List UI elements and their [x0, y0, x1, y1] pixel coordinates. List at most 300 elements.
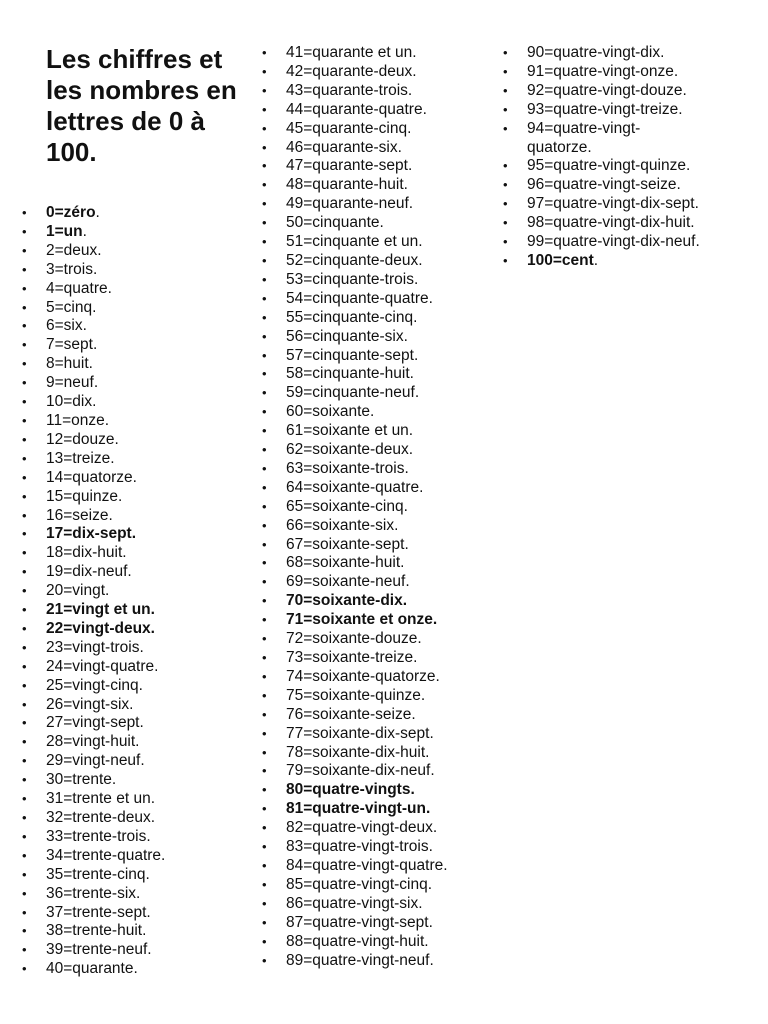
- list-item: [22, 752, 165, 771]
- list-item: [262, 441, 448, 460]
- bullet-icon: •: [22, 602, 27, 618]
- list-item: [22, 941, 165, 960]
- bullet-icon: •: [262, 139, 267, 155]
- list-item: [262, 384, 448, 403]
- list-item: [262, 875, 448, 895]
- bullet-icon: •: [22, 961, 27, 977]
- number-word-text: 13=treize.: [46, 449, 115, 467]
- number-word-text: 50=cinquante.: [286, 214, 384, 232]
- bullet-icon: •: [503, 101, 508, 117]
- number-word-text: 9=neuf.: [46, 374, 99, 392]
- list-item: [503, 100, 700, 120]
- list-item: [503, 157, 700, 176]
- number-word-text: 82=quatre-vingt-deux.: [286, 819, 438, 837]
- number-word-text: 8=huit.: [46, 355, 93, 373]
- number-word-text: 5=cinq.: [46, 298, 97, 316]
- number-word-text: 97=quatre-vingt-dix-sept.: [527, 195, 699, 213]
- number-word-text: 15=quinze.: [46, 487, 123, 505]
- bullet-icon: •: [262, 479, 267, 495]
- list-item: [262, 422, 448, 441]
- bullet-icon: •: [22, 261, 27, 277]
- bullet-icon: •: [262, 857, 267, 873]
- list-item: [22, 468, 165, 488]
- number-word-text: 37=trente-sept.: [46, 903, 151, 921]
- bullet-icon: •: [262, 385, 267, 401]
- number-word-text: 55=cinquante-cinq.: [286, 308, 418, 326]
- number-word-text: 51=cinquante et un.: [286, 233, 423, 251]
- bullet-icon: •: [503, 177, 508, 193]
- bullet-icon: •: [22, 715, 27, 731]
- list-item: [262, 932, 448, 952]
- bullet-icon: •: [22, 885, 27, 901]
- number-word-text: 36=trente-six.: [46, 884, 141, 902]
- number-word-text: 3=trois.: [46, 260, 98, 278]
- number-word-text: 68=soixante-huit.: [286, 554, 405, 572]
- bullet-icon: •: [22, 223, 27, 239]
- trailing-punctuation: .: [593, 251, 599, 269]
- number-word-text: 58=cinquante-huit.: [286, 365, 414, 383]
- bullet-icon: •: [262, 196, 267, 212]
- bullet-icon: •: [22, 469, 27, 485]
- list-item: [22, 714, 165, 733]
- bullet-icon: •: [22, 658, 27, 674]
- list-item: [22, 374, 165, 393]
- number-word-text: 31=trente et un.: [46, 790, 156, 808]
- list-item: [22, 903, 165, 923]
- list-item: [262, 157, 448, 176]
- number-word-text: 32=trente-deux.: [46, 809, 156, 826]
- number-word-text: 92=quatre-vingt-douze.: [527, 81, 687, 99]
- number-word-text: 59=cinquante-neuf.: [286, 384, 420, 402]
- bullet-icon: •: [22, 545, 27, 561]
- number-word-text: 95=quatre-vingt-quinze.: [527, 157, 691, 175]
- list-item: [22, 733, 165, 752]
- list-item: [22, 204, 165, 223]
- list-item: [262, 705, 448, 725]
- number-word-text: 11=onze.: [46, 411, 110, 429]
- bullet-icon: •: [22, 828, 27, 844]
- bullet-icon: •: [503, 158, 508, 174]
- number-word-text: 29=vingt-neuf.: [46, 752, 145, 770]
- bullet-icon: •: [262, 215, 267, 231]
- bullet-icon: •: [262, 290, 267, 306]
- bullet-icon: •: [262, 631, 267, 647]
- bullet-icon: •: [262, 328, 267, 344]
- list-item: [262, 497, 448, 517]
- number-word-text: 23=vingt-trois.: [46, 638, 144, 656]
- bullet-icon: •: [262, 782, 267, 798]
- list-item: [22, 487, 165, 507]
- number-word-text: 91=quatre-vingt-onze.: [527, 62, 679, 80]
- bullet-icon: •: [22, 412, 27, 428]
- list-item: [262, 289, 448, 309]
- bullet-icon: •: [262, 460, 267, 476]
- bullet-icon: •: [262, 404, 267, 420]
- list-item: [22, 336, 165, 355]
- number-word-text: 56=cinquante-six.: [286, 327, 408, 345]
- bullet-icon: •: [503, 215, 508, 231]
- number-word-text: 76=soixante-seize.: [286, 705, 416, 723]
- number-word-text: 30=trente.: [46, 771, 117, 789]
- list-item: [262, 119, 448, 139]
- list-item: [22, 506, 165, 526]
- list-item: [262, 214, 448, 233]
- list-item: [262, 686, 448, 706]
- number-word-text: 66=soixante-six.: [286, 516, 399, 534]
- bullet-icon: •: [22, 375, 27, 391]
- number-list-column-1: [22, 204, 166, 979]
- number-word-text: 6=six.: [46, 317, 87, 335]
- number-word-text: 81=quatre-vingt-un.: [286, 800, 431, 818]
- list-item: [503, 214, 700, 233]
- number-word-text: 63=soixante-trois.: [286, 459, 409, 477]
- list-item: [262, 667, 448, 687]
- list-item: [262, 573, 448, 592]
- number-word-text: 61=soixante et un.: [286, 422, 414, 440]
- number-word-text: 85=quatre-vingt-cinq.: [286, 875, 433, 893]
- bullet-icon: •: [503, 63, 508, 79]
- bullet-icon: •: [22, 564, 27, 580]
- bullet-icon: •: [22, 810, 27, 825]
- number-word-text: 87=quatre-vingt-sept.: [286, 913, 433, 931]
- number-word-text: 84=quatre-vingt-quatre.: [286, 856, 448, 874]
- list-item: [262, 894, 448, 914]
- list-item: [22, 393, 165, 412]
- number-word-text: 52=cinquante-deux.: [286, 251, 423, 269]
- bullet-icon: •: [262, 498, 267, 514]
- bullet-icon: •: [262, 347, 267, 363]
- bullet-icon: •: [262, 101, 267, 117]
- list-item: [262, 251, 448, 271]
- number-word-text: 53=cinquante-trois.: [286, 270, 419, 288]
- number-word-text: 25=vingt-cinq.: [46, 676, 143, 694]
- number-list-column-2: [262, 44, 448, 970]
- list-item: [22, 827, 165, 847]
- bullet-icon: •: [262, 574, 267, 590]
- number-word-text: 89=quatre-vingt-neuf.: [286, 951, 434, 969]
- bullet-icon: •: [22, 734, 27, 750]
- list-item: [22, 657, 165, 677]
- bullet-icon: •: [262, 271, 267, 287]
- list-item: [262, 762, 448, 781]
- bullet-icon: •: [262, 876, 267, 892]
- list-item: [262, 781, 448, 800]
- bullet-icon: •: [22, 394, 27, 410]
- bullet-icon: •: [262, 914, 267, 930]
- bullet-icon: •: [22, 431, 27, 447]
- bullet-icon: •: [262, 593, 267, 609]
- number-word-text: 98=quatre-vingt-dix-huit.: [527, 214, 695, 232]
- bullet-icon: •: [262, 612, 267, 628]
- list-item: [22, 525, 165, 544]
- list-item: [262, 611, 448, 630]
- list-item: [262, 913, 448, 933]
- bullet-icon: •: [262, 63, 267, 79]
- bullet-icon: •: [22, 280, 27, 296]
- number-word-text: 99=quatre-vingt-dix-neuf.: [527, 233, 700, 251]
- bullet-icon: •: [503, 234, 508, 250]
- list-item: [22, 279, 165, 299]
- bullet-icon: •: [262, 517, 267, 533]
- bullet-icon: •: [262, 744, 267, 760]
- number-word-text: 34=trente-quatre.: [46, 846, 166, 864]
- list-item: [22, 922, 165, 941]
- number-word-text: 65=soixante-cinq.: [286, 497, 408, 515]
- list-item: [22, 601, 165, 620]
- bullet-icon: •: [22, 942, 27, 958]
- bullet-icon: •: [262, 309, 267, 325]
- bullet-icon: •: [22, 450, 27, 466]
- bullet-icon: •: [262, 933, 267, 949]
- list-item: [262, 516, 448, 536]
- number-word-text: 33=trente-trois.: [46, 827, 151, 845]
- list-item: [22, 865, 165, 885]
- bullet-icon: •: [22, 753, 27, 769]
- bullet-icon: •: [22, 356, 27, 372]
- number-word-text: 47=quarante-sept.: [286, 157, 413, 175]
- list-item: [22, 222, 165, 242]
- number-word-text: 24=vingt-quatre.: [46, 657, 159, 675]
- list-item: [262, 403, 448, 422]
- trailing-punctuation: .: [82, 222, 87, 240]
- bullet-icon: •: [22, 526, 27, 542]
- list-item: [262, 44, 448, 63]
- bullet-icon: •: [22, 337, 27, 353]
- bullet-icon: •: [22, 904, 27, 920]
- list-item: [22, 298, 165, 318]
- bullet-icon: •: [262, 234, 267, 250]
- number-word-text: 71=soixante et onze.: [286, 611, 438, 629]
- number-word-text: 22=vingt-deux.: [46, 619, 155, 637]
- bullet-icon: •: [262, 687, 267, 703]
- number-word-text: 21=vingt et un.: [46, 601, 155, 619]
- list-item: [262, 327, 448, 347]
- list-item: [262, 346, 448, 366]
- number-word-text: 18=dix-huit.: [46, 544, 127, 562]
- bullet-icon: •: [262, 650, 267, 665]
- number-word-text: 60=soixante.: [286, 403, 375, 421]
- list-item: [503, 195, 700, 214]
- number-word-text: 74=soixante-quatorze.: [286, 667, 440, 685]
- bullet-icon: •: [503, 45, 508, 60]
- bullet-icon: •: [262, 763, 267, 779]
- number-word-text: 42=quarante-deux.: [286, 62, 417, 80]
- list-item: [22, 809, 165, 828]
- number-word-text: 45=quarante-cinq.: [286, 119, 412, 137]
- number-word-text: 78=soixante-dix-huit.: [286, 743, 430, 761]
- list-item: [262, 478, 448, 498]
- number-word-text: 48=quarante-huit.: [286, 176, 408, 194]
- list-item: [22, 790, 165, 809]
- number-word-text: 39=trente-neuf.: [46, 941, 152, 959]
- bullet-icon: •: [262, 555, 267, 571]
- list-item: [503, 251, 700, 271]
- list-item: [262, 554, 448, 573]
- number-word-text: 38=trente-huit.: [46, 922, 147, 940]
- number-word-text: 46=quarante-six.: [286, 138, 402, 156]
- number-word-text: 4=quatre.: [46, 279, 112, 297]
- list-item: [22, 260, 165, 280]
- list-item: [503, 176, 700, 195]
- bullet-icon: •: [22, 677, 27, 693]
- number-word-text: 43=quarante-trois.: [286, 81, 413, 99]
- list-item: [262, 800, 448, 819]
- bullet-icon: •: [262, 536, 267, 552]
- number-word-text: 72=soixante-douze.: [286, 630, 422, 648]
- list-item: [503, 62, 700, 82]
- bullet-icon: •: [262, 423, 267, 439]
- bullet-icon: •: [22, 791, 27, 807]
- bullet-icon: •: [22, 620, 27, 636]
- list-item: [262, 233, 448, 252]
- number-word-text: 73=soixante-treize.: [286, 649, 418, 666]
- number-word-text: 17=dix-sept.: [46, 525, 137, 543]
- list-item: [22, 411, 165, 431]
- number-word-text: 20=vingt.: [46, 582, 110, 600]
- number-word-text: 28=vingt-huit.: [46, 733, 140, 751]
- bullet-icon: •: [262, 801, 267, 817]
- number-word-text: 35=trente-cinq.: [46, 865, 150, 883]
- bullet-icon: •: [22, 923, 27, 939]
- number-word-text: 96=quatre-vingt-seize.: [527, 176, 681, 194]
- list-item: [262, 724, 448, 744]
- number-word-text: 93=quatre-vingt-treize.: [527, 100, 683, 118]
- list-item: [22, 638, 165, 658]
- number-word-text: 16=seize.: [46, 506, 113, 524]
- trailing-punctuation: .: [95, 204, 100, 221]
- bullet-icon: •: [262, 895, 267, 911]
- list-item: [22, 846, 166, 866]
- bullet-icon: •: [262, 120, 267, 136]
- bullet-icon: •: [22, 299, 27, 315]
- number-word-text: 7=sept.: [46, 336, 98, 354]
- number-word-text: 69=soixante-neuf.: [286, 573, 410, 591]
- bullet-icon: •: [22, 696, 27, 712]
- list-item: [262, 838, 448, 857]
- list-item: [262, 308, 448, 328]
- list-item: [22, 449, 165, 469]
- list-item: [22, 317, 165, 336]
- bullet-icon: •: [262, 820, 267, 836]
- bullet-icon: •: [503, 82, 508, 98]
- list-item: [262, 176, 448, 195]
- list-item: [503, 81, 700, 101]
- list-item: [22, 619, 165, 639]
- list-item: [503, 119, 700, 158]
- number-word-text: 54=cinquante-quatre.: [286, 289, 433, 307]
- number-word-text: 0=zéro: [46, 204, 96, 221]
- list-item: [22, 355, 165, 374]
- bullet-icon: •: [262, 442, 267, 458]
- list-item: [22, 771, 165, 790]
- bullet-icon: •: [503, 120, 508, 136]
- list-item: [22, 884, 165, 904]
- list-item: [262, 195, 448, 214]
- number-word-text: 67=soixante-sept.: [286, 535, 409, 553]
- bullet-icon: •: [22, 866, 27, 882]
- bullet-icon: •: [22, 242, 27, 258]
- bullet-icon: •: [503, 252, 508, 268]
- bullet-icon: •: [262, 45, 267, 60]
- list-item: [262, 459, 448, 479]
- number-word-text: 10=dix.: [46, 393, 97, 411]
- list-item: [262, 649, 448, 668]
- bullet-icon: •: [262, 177, 267, 193]
- list-item: [503, 44, 700, 63]
- list-item: [262, 365, 448, 384]
- number-word-text: 90=quatre-vingt-dix.: [527, 44, 665, 61]
- bullet-icon: •: [22, 639, 27, 655]
- bullet-icon: •: [262, 82, 267, 98]
- bullet-icon: •: [22, 488, 27, 504]
- list-item: [22, 582, 165, 601]
- bullet-icon: •: [262, 706, 267, 722]
- bullet-icon: •: [503, 196, 508, 212]
- number-list-column-3: [503, 44, 700, 271]
- list-item: [22, 544, 165, 563]
- bullet-icon: •: [262, 725, 267, 741]
- bullet-icon: •: [22, 205, 27, 220]
- bullet-icon: •: [22, 847, 27, 863]
- list-item: [262, 819, 448, 838]
- number-word-text: 27=vingt-sept.: [46, 714, 144, 732]
- list-item: [262, 535, 448, 555]
- number-word-text: 19=dix-neuf.: [46, 563, 132, 581]
- list-item: [262, 951, 448, 971]
- number-word-text: 88=quatre-vingt-huit.: [286, 932, 429, 950]
- list-item: [262, 270, 448, 290]
- number-word-text: 1=un: [46, 222, 83, 240]
- number-word-text: 62=soixante-deux.: [286, 441, 414, 459]
- bullet-icon: •: [22, 318, 27, 334]
- list-item: [262, 592, 448, 611]
- list-item: [262, 81, 448, 101]
- list-item: [262, 100, 448, 120]
- bullet-icon: •: [262, 158, 267, 174]
- list-item: [22, 241, 165, 261]
- number-word-text: 44=quarante-quatre.: [286, 100, 427, 118]
- number-word-text: 75=soixante-quinze.: [286, 686, 426, 704]
- bullet-icon: •: [22, 583, 27, 599]
- number-word-text: 40=quarante.: [46, 960, 138, 978]
- number-word-text: 77=soixante-dix-sept.: [286, 724, 434, 742]
- number-word-text: 57=cinquante-sept.: [286, 346, 419, 364]
- number-word-text: 26=vingt-six.: [46, 695, 134, 713]
- number-word-text: 100=cent: [527, 251, 594, 269]
- number-word-text: 12=douze.: [46, 430, 119, 448]
- bullet-icon: •: [262, 839, 267, 855]
- number-word-text: 79=soixante-dix-neuf.: [286, 762, 435, 780]
- number-word-text: 94=quatre-vingt-quatorze.: [527, 119, 641, 156]
- number-word-text: 2=deux.: [46, 241, 102, 259]
- list-item: [22, 695, 165, 715]
- list-item: [262, 743, 448, 763]
- number-word-text: 14=quatorze.: [46, 468, 137, 486]
- bullet-icon: •: [22, 507, 27, 523]
- list-item: [22, 563, 165, 582]
- page-title: Les chiffres et les nombres en lettres de 0 à 100.: [46, 44, 237, 167]
- bullet-icon: •: [22, 772, 27, 788]
- number-word-text: 80=quatre-vingts.: [286, 781, 415, 799]
- list-item: [262, 856, 448, 876]
- list-item: [262, 138, 448, 158]
- list-item: [262, 62, 448, 82]
- bullet-icon: •: [262, 952, 267, 968]
- number-word-text: 83=quatre-vingt-trois.: [286, 838, 433, 856]
- bullet-icon: •: [262, 668, 267, 684]
- number-word-text: 64=soixante-quatre.: [286, 478, 424, 496]
- number-word-text: 86=quatre-vingt-six.: [286, 894, 423, 912]
